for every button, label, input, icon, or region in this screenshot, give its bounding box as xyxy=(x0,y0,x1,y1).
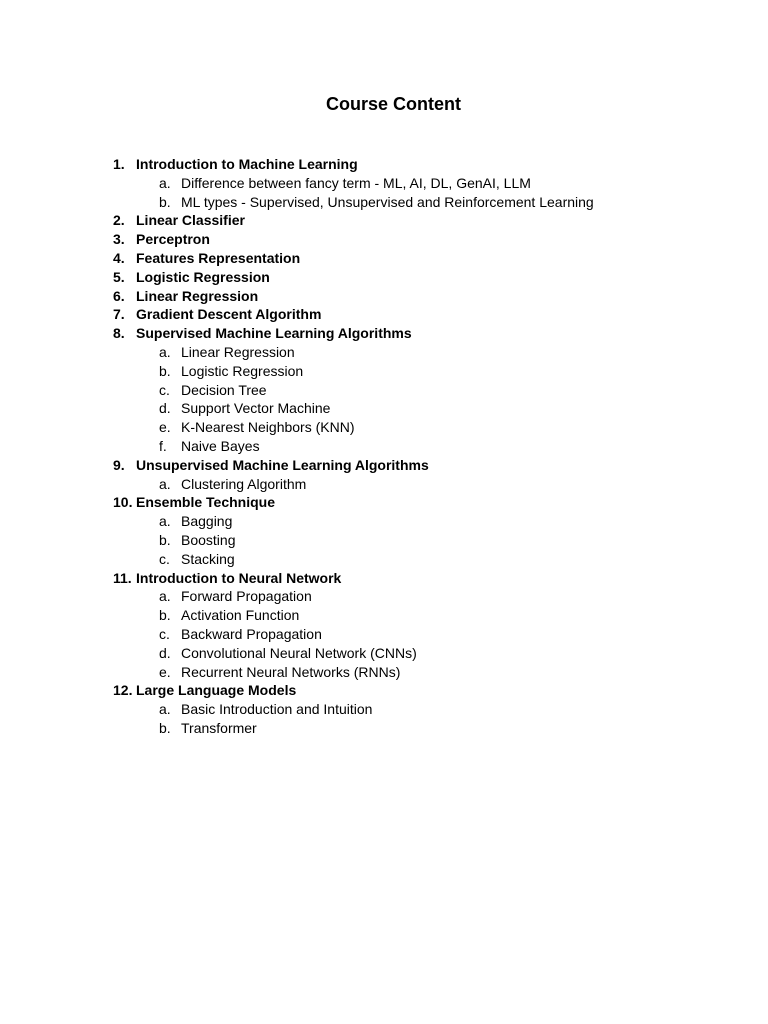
outline-item-number: 7. xyxy=(113,306,125,323)
outline-subitem-label: Clustering Algorithm xyxy=(181,475,307,492)
outline-subitem-letter: a. xyxy=(159,343,171,360)
outline-subitem-letter: f. xyxy=(159,437,167,454)
outline-subitem-label: Transformer xyxy=(181,719,257,736)
outline-subitem-letter: b. xyxy=(159,193,171,210)
outline-subitem-label: Basic Introduction and Intuition xyxy=(181,701,373,718)
outline-subitem-label: Convolutional Neural Network (CNNs) xyxy=(181,644,417,661)
outline-item-number: 9. xyxy=(113,456,125,473)
outline-subitem-label: Backward Propagation xyxy=(181,625,322,642)
outline-item-label: Large Language Models xyxy=(136,682,297,699)
outline-item-label: Gradient Descent Algorithm xyxy=(136,306,322,323)
outline-subitem-letter: e. xyxy=(159,419,171,436)
outline-item-label: Supervised Machine Learning Algorithms xyxy=(136,325,412,342)
outline-subitem-label: Activation Function xyxy=(181,607,300,624)
outline-item-number: 3. xyxy=(113,231,125,248)
outline-subitem-label: Decision Tree xyxy=(181,381,267,398)
outline-subitem-label: Boosting xyxy=(181,531,236,548)
outline-subitem-label: Logistic Regression xyxy=(181,362,304,379)
outline-subitem-label: K-Nearest Neighbors (KNN) xyxy=(181,419,355,436)
outline-item-label: Linear Regression xyxy=(136,287,259,304)
outline-subitem-label: Naive Bayes xyxy=(181,437,260,454)
outline-subitem-letter: a. xyxy=(159,701,171,718)
outline-subitem-letter: b. xyxy=(159,607,171,624)
outline-subitem-letter: c. xyxy=(159,550,170,567)
outline-item-number: 5. xyxy=(113,268,125,285)
outline-item-number: 6. xyxy=(113,287,125,304)
outline-subitem-label: Support Vector Machine xyxy=(181,400,331,417)
outline-item-label: Logistic Regression xyxy=(136,268,270,285)
outline-item-number: 12. xyxy=(113,682,133,699)
outline-item-number: 2. xyxy=(113,212,125,229)
outline-item-label: Unsupervised Machine Learning Algorithms xyxy=(136,456,429,473)
outline-item-label: Perceptron xyxy=(136,231,210,248)
outline-subitem-label: Linear Regression xyxy=(181,343,295,360)
outline-item-number: 11. xyxy=(113,569,132,586)
outline-item-number: 4. xyxy=(113,249,125,266)
outline-item-label: Ensemble Technique xyxy=(136,494,275,511)
outline-item-number: 8. xyxy=(113,325,125,342)
outline-subitem-letter: d. xyxy=(159,400,171,417)
outline-subitem-letter: d. xyxy=(159,644,171,661)
outline-subitem-letter: a. xyxy=(159,475,171,492)
outline-subitem-label: Stacking xyxy=(181,550,235,567)
outline-item-number: 1. xyxy=(113,156,125,172)
outline-subitem-letter: c. xyxy=(159,381,170,398)
outline-item-label: Introduction to Machine Learning xyxy=(136,156,358,172)
outline-subitem-letter: e. xyxy=(159,663,171,680)
outline-subitem-label: Bagging xyxy=(181,513,233,530)
outline-subitem-label: Recurrent Neural Networks (RNNs) xyxy=(181,663,401,680)
outline-subitem-letter: a. xyxy=(159,174,171,191)
outline-subitem-letter: a. xyxy=(159,588,171,605)
outline-subitem-label: Difference between fancy term - ML, AI, DL, GenAI, LLM xyxy=(181,174,531,191)
outline-item-label: Introduction to Neural Network xyxy=(136,569,342,586)
outline-item-label: Features Representation xyxy=(136,249,301,266)
outline-subitem-letter: b. xyxy=(159,531,171,548)
outline-subitem-letter: c. xyxy=(159,625,170,642)
page-title: Course Content xyxy=(326,94,461,114)
outline-subitem-label: Forward Propagation xyxy=(181,588,312,605)
outline-subitem-label: ML types - Supervised, Unsupervised and Reinforcement Learning xyxy=(181,193,594,210)
outline-subitem-letter: b. xyxy=(159,719,171,736)
outline-item-number: 10. xyxy=(113,494,133,511)
outline-item-label: Linear Classifier xyxy=(136,212,245,229)
outline-subitem-letter: a. xyxy=(159,513,171,530)
outline-subitem-letter: b. xyxy=(159,362,171,379)
